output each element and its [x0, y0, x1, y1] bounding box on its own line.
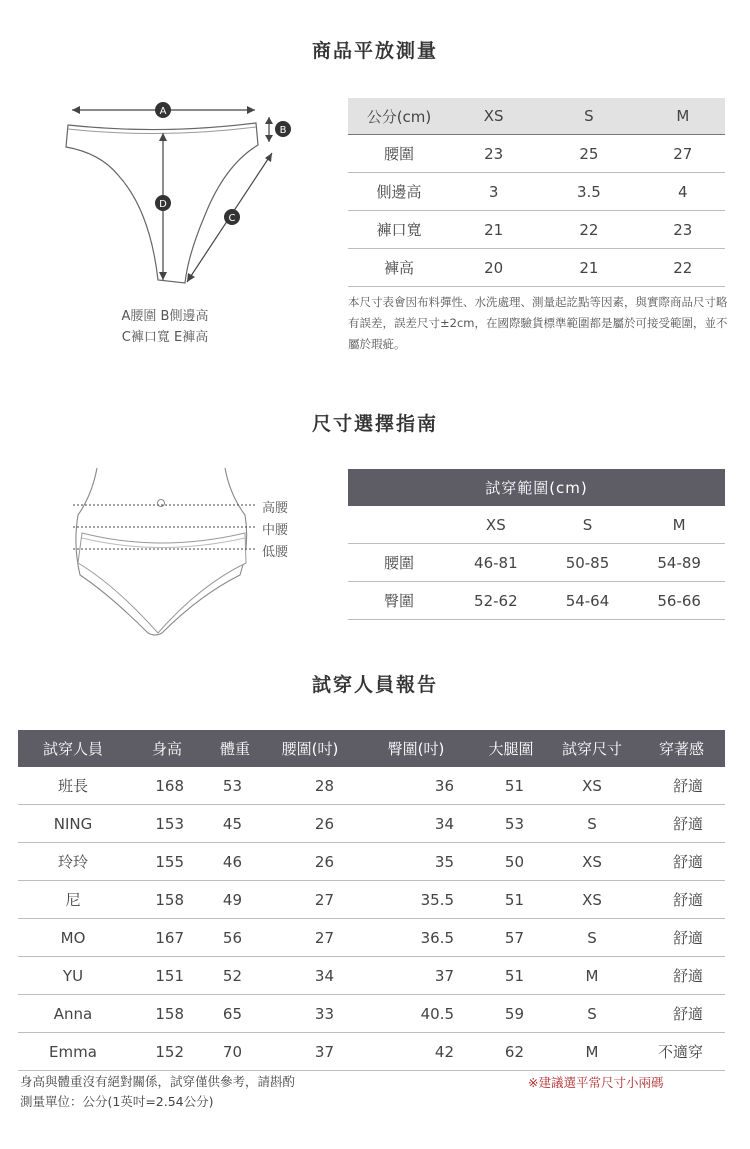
table-row — [348, 544, 725, 582]
cell: XS — [546, 881, 638, 919]
cell: 4 — [641, 173, 725, 211]
header-thigh: 大腿圍 — [476, 730, 546, 767]
size-s: S — [542, 506, 634, 544]
table-row — [18, 843, 725, 881]
section2-title: 尺寸選擇指南 — [311, 413, 438, 435]
table-size-row — [348, 506, 725, 544]
marker-a: A — [159, 106, 167, 117]
row-label: 褲口寬 — [348, 211, 450, 249]
cell: 舒適 — [638, 805, 725, 843]
cell: 152 — [128, 1033, 206, 1071]
table-row — [18, 957, 725, 995]
cell: 22 — [641, 249, 725, 287]
cell: 51 — [476, 767, 546, 805]
header-m: M — [641, 98, 725, 135]
waist-guide-diagram — [70, 465, 255, 640]
cell: 20 — [450, 249, 537, 287]
cell: 27 — [264, 919, 356, 957]
label-mid-waist: 中腰 — [262, 523, 289, 538]
cell: 33 — [264, 995, 356, 1033]
section3-title: 試穿人員報告 — [311, 674, 438, 696]
table-title-row — [348, 469, 725, 506]
recommendation-note: ※建議選平常尺寸小兩碼 — [528, 1075, 664, 1090]
cell: 62 — [476, 1033, 546, 1071]
size-note: 本尺寸表會因布料彈性、水洗處理、測量起訖點等因素，與實際商品尺寸略有誤差，誤差尺寸±2cm，在國際驗貨標準範圍都是屬於可接受範圍，並不屬於瑕疵。 — [348, 295, 728, 351]
cell: S — [546, 805, 638, 843]
cell: 53 — [476, 805, 546, 843]
cell: 34 — [356, 805, 476, 843]
cell: 不適穿 — [638, 1033, 725, 1071]
table-row — [18, 919, 725, 957]
cell: 25 — [537, 135, 640, 173]
table-title: 試穿範圍(cm) — [348, 469, 725, 506]
footer-notes — [20, 1072, 295, 1112]
cell: 59 — [476, 995, 546, 1033]
cell: 舒適 — [638, 919, 725, 957]
row-label: 腰圍 — [348, 544, 450, 582]
cell: XS — [546, 767, 638, 805]
header-weight: 體重 — [206, 730, 264, 767]
legend-line-1: A腰圍 B側邊高 — [121, 309, 209, 324]
cell: 45 — [206, 805, 264, 843]
table-row — [348, 173, 725, 211]
row-label: 褲高 — [348, 249, 450, 287]
size-guide-table — [348, 469, 725, 620]
cell: 52-62 — [450, 582, 542, 620]
tester-name: 班長 — [18, 767, 128, 805]
table-header-row — [18, 730, 725, 767]
cell: 50-85 — [542, 544, 634, 582]
marker-c: C — [228, 213, 236, 224]
row-label: 側邊高 — [348, 173, 450, 211]
cell: 23 — [641, 211, 725, 249]
cell: 28 — [264, 767, 356, 805]
header-waist: 腰圍(吋) — [264, 730, 356, 767]
measure-legend — [90, 306, 240, 348]
tester-name: MO — [18, 919, 128, 957]
tester-name: 尼 — [18, 881, 128, 919]
cell: 36 — [356, 767, 476, 805]
cell: XS — [546, 843, 638, 881]
legend-line-2: C褲口寬 E褲高 — [121, 330, 209, 345]
header-comfort: 穿著感 — [638, 730, 725, 767]
cell: 35 — [356, 843, 476, 881]
cell: 57 — [476, 919, 546, 957]
cell: 155 — [128, 843, 206, 881]
cell: 34 — [264, 957, 356, 995]
cell: 3 — [450, 173, 537, 211]
cell: 158 — [128, 881, 206, 919]
tester-name: YU — [18, 957, 128, 995]
cell: 21 — [450, 211, 537, 249]
cell: 51 — [476, 957, 546, 995]
cell: 舒適 — [638, 995, 725, 1033]
cell: 36.5 — [356, 919, 476, 957]
cell: 舒適 — [638, 843, 725, 881]
fitting-report-table — [18, 730, 725, 1071]
table-header-row — [348, 98, 725, 135]
table-row — [348, 211, 725, 249]
header-tester: 試穿人員 — [18, 730, 128, 767]
flat-measure-table — [348, 98, 725, 287]
label-high-waist: 高腰 — [262, 501, 289, 516]
cell: 37 — [264, 1033, 356, 1071]
cell: 151 — [128, 957, 206, 995]
cell: 27 — [264, 881, 356, 919]
cell: 50 — [476, 843, 546, 881]
cell: 21 — [537, 249, 640, 287]
header-height: 身高 — [128, 730, 206, 767]
table-row — [18, 767, 725, 805]
cell: 54-64 — [542, 582, 634, 620]
cell: 54-89 — [633, 544, 725, 582]
cell: 舒適 — [638, 957, 725, 995]
cell: 168 — [128, 767, 206, 805]
cell: M — [546, 1033, 638, 1071]
tester-name: NING — [18, 805, 128, 843]
cell: S — [546, 995, 638, 1033]
tester-name: 玲玲 — [18, 843, 128, 881]
cell: 27 — [641, 135, 725, 173]
size-m: M — [633, 506, 725, 544]
cell: 65 — [206, 995, 264, 1033]
cell: 37 — [356, 957, 476, 995]
row-label: 腰圍 — [348, 135, 450, 173]
cell: 56-66 — [633, 582, 725, 620]
header-s: S — [537, 98, 640, 135]
section1-title: 商品平放測量 — [311, 40, 438, 62]
marker-d: D — [159, 199, 167, 210]
cell: 49 — [206, 881, 264, 919]
cell: 40.5 — [356, 995, 476, 1033]
table-row — [348, 582, 725, 620]
cell: 舒適 — [638, 767, 725, 805]
cell: 22 — [537, 211, 640, 249]
cell: 167 — [128, 919, 206, 957]
cell: 153 — [128, 805, 206, 843]
row-label: 臀圍 — [348, 582, 450, 620]
header-xs: XS — [450, 98, 537, 135]
cell: 舒適 — [638, 881, 725, 919]
header-unit: 公分(cm) — [348, 98, 450, 135]
cell: 42 — [356, 1033, 476, 1071]
cell: 56 — [206, 919, 264, 957]
table-row — [18, 881, 725, 919]
flat-measure-diagram — [50, 95, 300, 295]
cell: 26 — [264, 843, 356, 881]
table-row — [18, 995, 725, 1033]
table-row — [348, 135, 725, 173]
table-row — [18, 1033, 725, 1071]
header-hip: 臀圍(吋) — [356, 730, 476, 767]
cell: 158 — [128, 995, 206, 1033]
marker-b: B — [279, 125, 287, 136]
footer-line-2: 測量單位：公分(1英吋=2.54公分) — [20, 1094, 214, 1109]
cell: 46 — [206, 843, 264, 881]
cell: 3.5 — [537, 173, 640, 211]
cell: 46-81 — [450, 544, 542, 582]
tester-name: Anna — [18, 995, 128, 1033]
cell: S — [546, 919, 638, 957]
cell: M — [546, 957, 638, 995]
table-row — [348, 249, 725, 287]
cell: 35.5 — [356, 881, 476, 919]
cell: 51 — [476, 881, 546, 919]
label-low-waist: 低腰 — [262, 545, 289, 560]
empty-cell — [348, 506, 450, 544]
cell: 23 — [450, 135, 537, 173]
header-size: 試穿尺寸 — [546, 730, 638, 767]
cell: 70 — [206, 1033, 264, 1071]
cell: 26 — [264, 805, 356, 843]
cell: 52 — [206, 957, 264, 995]
footer-line-1: 身高與體重沒有絕對關係，試穿僅供參考，請斟酌 — [20, 1074, 296, 1089]
tester-name: Emma — [18, 1033, 128, 1071]
size-xs: XS — [450, 506, 542, 544]
cell: 53 — [206, 767, 264, 805]
table-row — [18, 805, 725, 843]
